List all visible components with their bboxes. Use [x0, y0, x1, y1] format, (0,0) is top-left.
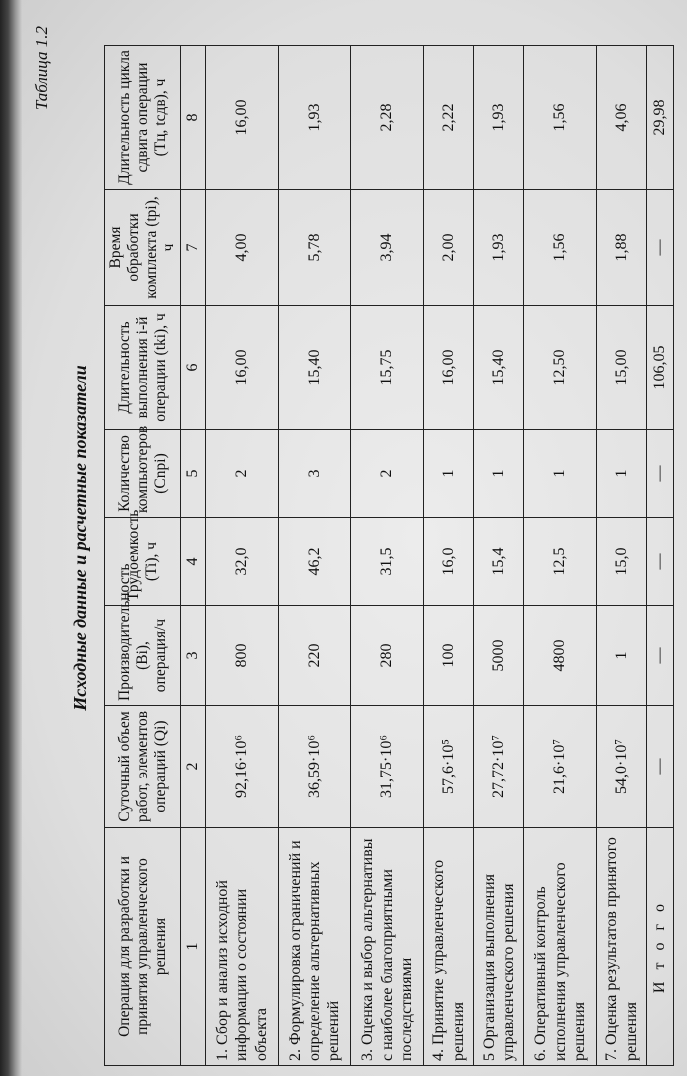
operation-cell: 5 Организация выполнения управленческого решения	[474, 828, 524, 1066]
table-row	[278, 46, 351, 1066]
column-number-row	[181, 46, 206, 1066]
computers-cell: 1	[597, 430, 647, 518]
volume-cell: 36,59·10⁶	[278, 706, 351, 828]
table-row	[206, 46, 279, 1066]
operation-cell: 6. Оперативный контроль исполнения управленческого решения	[524, 828, 597, 1066]
productivity-cell: 5000	[474, 606, 524, 706]
labor-cell: 31,5	[351, 518, 424, 606]
book-spine-shadow	[0, 0, 22, 1076]
volume-cell: 21,6·10⁷	[524, 706, 597, 828]
table-row	[524, 46, 597, 1066]
total-computers: —	[647, 430, 674, 518]
computers-cell: 1	[524, 430, 597, 518]
labor-cell: 15,0	[597, 518, 647, 606]
processing-time-cell: 1,93	[474, 190, 524, 306]
table-caption: Исходные данные и расчетные показатели	[70, 365, 90, 711]
productivity-cell: 100	[423, 606, 473, 706]
cycle-cell: 2,28	[351, 46, 424, 190]
column-number: 8	[181, 46, 206, 190]
productivity-cell: 4800	[524, 606, 597, 706]
labor-cell: 32,0	[206, 518, 279, 606]
computers-cell: 1	[474, 430, 524, 518]
cycle-cell: 1,93	[278, 46, 351, 190]
duration-cell: 16,00	[206, 306, 279, 430]
table-row	[474, 46, 524, 1066]
processing-time-cell: 5,78	[278, 190, 351, 306]
duration-cell: 16,00	[423, 306, 473, 430]
table-row	[597, 46, 647, 1066]
volume-cell: 27,72·10⁷	[474, 706, 524, 828]
total-label: И т о г о	[647, 828, 674, 1066]
total-row	[647, 46, 674, 1066]
labor-cell: 15,4	[474, 518, 524, 606]
header-cell: Время обработки комплекта (tpi), ч	[105, 190, 181, 306]
cycle-cell: 1,56	[524, 46, 597, 190]
productivity-cell: 280	[351, 606, 424, 706]
header-cell: Длительность цикла сдвига операции (Tц, tсдв), ч	[105, 46, 181, 190]
book-page	[22, 0, 687, 1076]
duration-cell: 15,40	[474, 306, 524, 430]
cycle-cell: 1,93	[474, 46, 524, 190]
column-number: 6	[181, 306, 206, 430]
computers-cell: 2	[206, 430, 279, 518]
column-number: 4	[181, 518, 206, 606]
header-cell: Операция для разработки и принятия управленческого решения	[105, 828, 181, 1066]
total-productivity: —	[647, 606, 674, 706]
total-processing-time: —	[647, 190, 674, 306]
table-row	[423, 46, 473, 1066]
rotated-page-content	[22, 0, 687, 1076]
total-volume: —	[647, 706, 674, 828]
total-labor: —	[647, 518, 674, 606]
computers-cell: 1	[423, 430, 473, 518]
labor-cell: 16,0	[423, 518, 473, 606]
table-label: Таблица 1.2	[32, 26, 51, 111]
cycle-cell: 16,00	[206, 46, 279, 190]
processing-time-cell: 2,00	[423, 190, 473, 306]
processing-time-cell: 1,88	[597, 190, 647, 306]
computers-cell: 3	[278, 430, 351, 518]
operation-cell: 2. Формулировка ограничений и определение альтернативных решений	[278, 828, 351, 1066]
labor-cell: 46,2	[278, 518, 351, 606]
header-row	[105, 46, 181, 1066]
total-duration: 106,05	[647, 306, 674, 430]
duration-cell: 15,40	[278, 306, 351, 430]
operation-cell: 3. Оценка и выбор альтернативы с наиболее благоприятными последствиями	[351, 828, 424, 1066]
header-cell: Суточный объем работ, элементов операций (Qi)	[105, 706, 181, 828]
column-number: 2	[181, 706, 206, 828]
column-number: 7	[181, 190, 206, 306]
operation-cell: 4. Принятие управленческого решения	[423, 828, 473, 1066]
operation-cell: 7. Оценка результатов принятого решения	[597, 828, 647, 1066]
processing-time-cell: 3,94	[351, 190, 424, 306]
duration-cell: 12,50	[524, 306, 597, 430]
header-cell: Количество компьютеров (Cnpi)	[105, 430, 181, 518]
computers-cell: 2	[351, 430, 424, 518]
total-cycle: 29,98	[647, 46, 674, 190]
productivity-cell: 1	[597, 606, 647, 706]
column-number: 5	[181, 430, 206, 518]
duration-cell: 15,75	[351, 306, 424, 430]
column-number: 3	[181, 606, 206, 706]
volume-cell: 54,0·10⁷	[597, 706, 647, 828]
volume-cell: 57,6·10⁵	[423, 706, 473, 828]
labor-cell: 12,5	[524, 518, 597, 606]
operation-cell: 1. Сбор и анализ исходной информации о состоянии объекта	[206, 828, 279, 1066]
processing-time-cell: 4,00	[206, 190, 279, 306]
column-number: 1	[181, 828, 206, 1066]
header-cell: Трудоемкость (Ti), ч	[105, 518, 181, 606]
volume-cell: 92,16·10⁶	[206, 706, 279, 828]
processing-time-cell: 1,56	[524, 190, 597, 306]
cycle-cell: 4,06	[597, 46, 647, 190]
duration-cell: 15,00	[597, 306, 647, 430]
productivity-cell: 800	[206, 606, 279, 706]
header-cell: Производительность (Bi), операция/ч	[105, 606, 181, 706]
header-cell: Длительность выполнения i-й операции (tki), ч	[105, 306, 181, 430]
data-table	[104, 45, 674, 1066]
cycle-cell: 2,22	[423, 46, 473, 190]
productivity-cell: 220	[278, 606, 351, 706]
volume-cell: 31,75·10⁶	[351, 706, 424, 828]
table-row	[351, 46, 424, 1066]
